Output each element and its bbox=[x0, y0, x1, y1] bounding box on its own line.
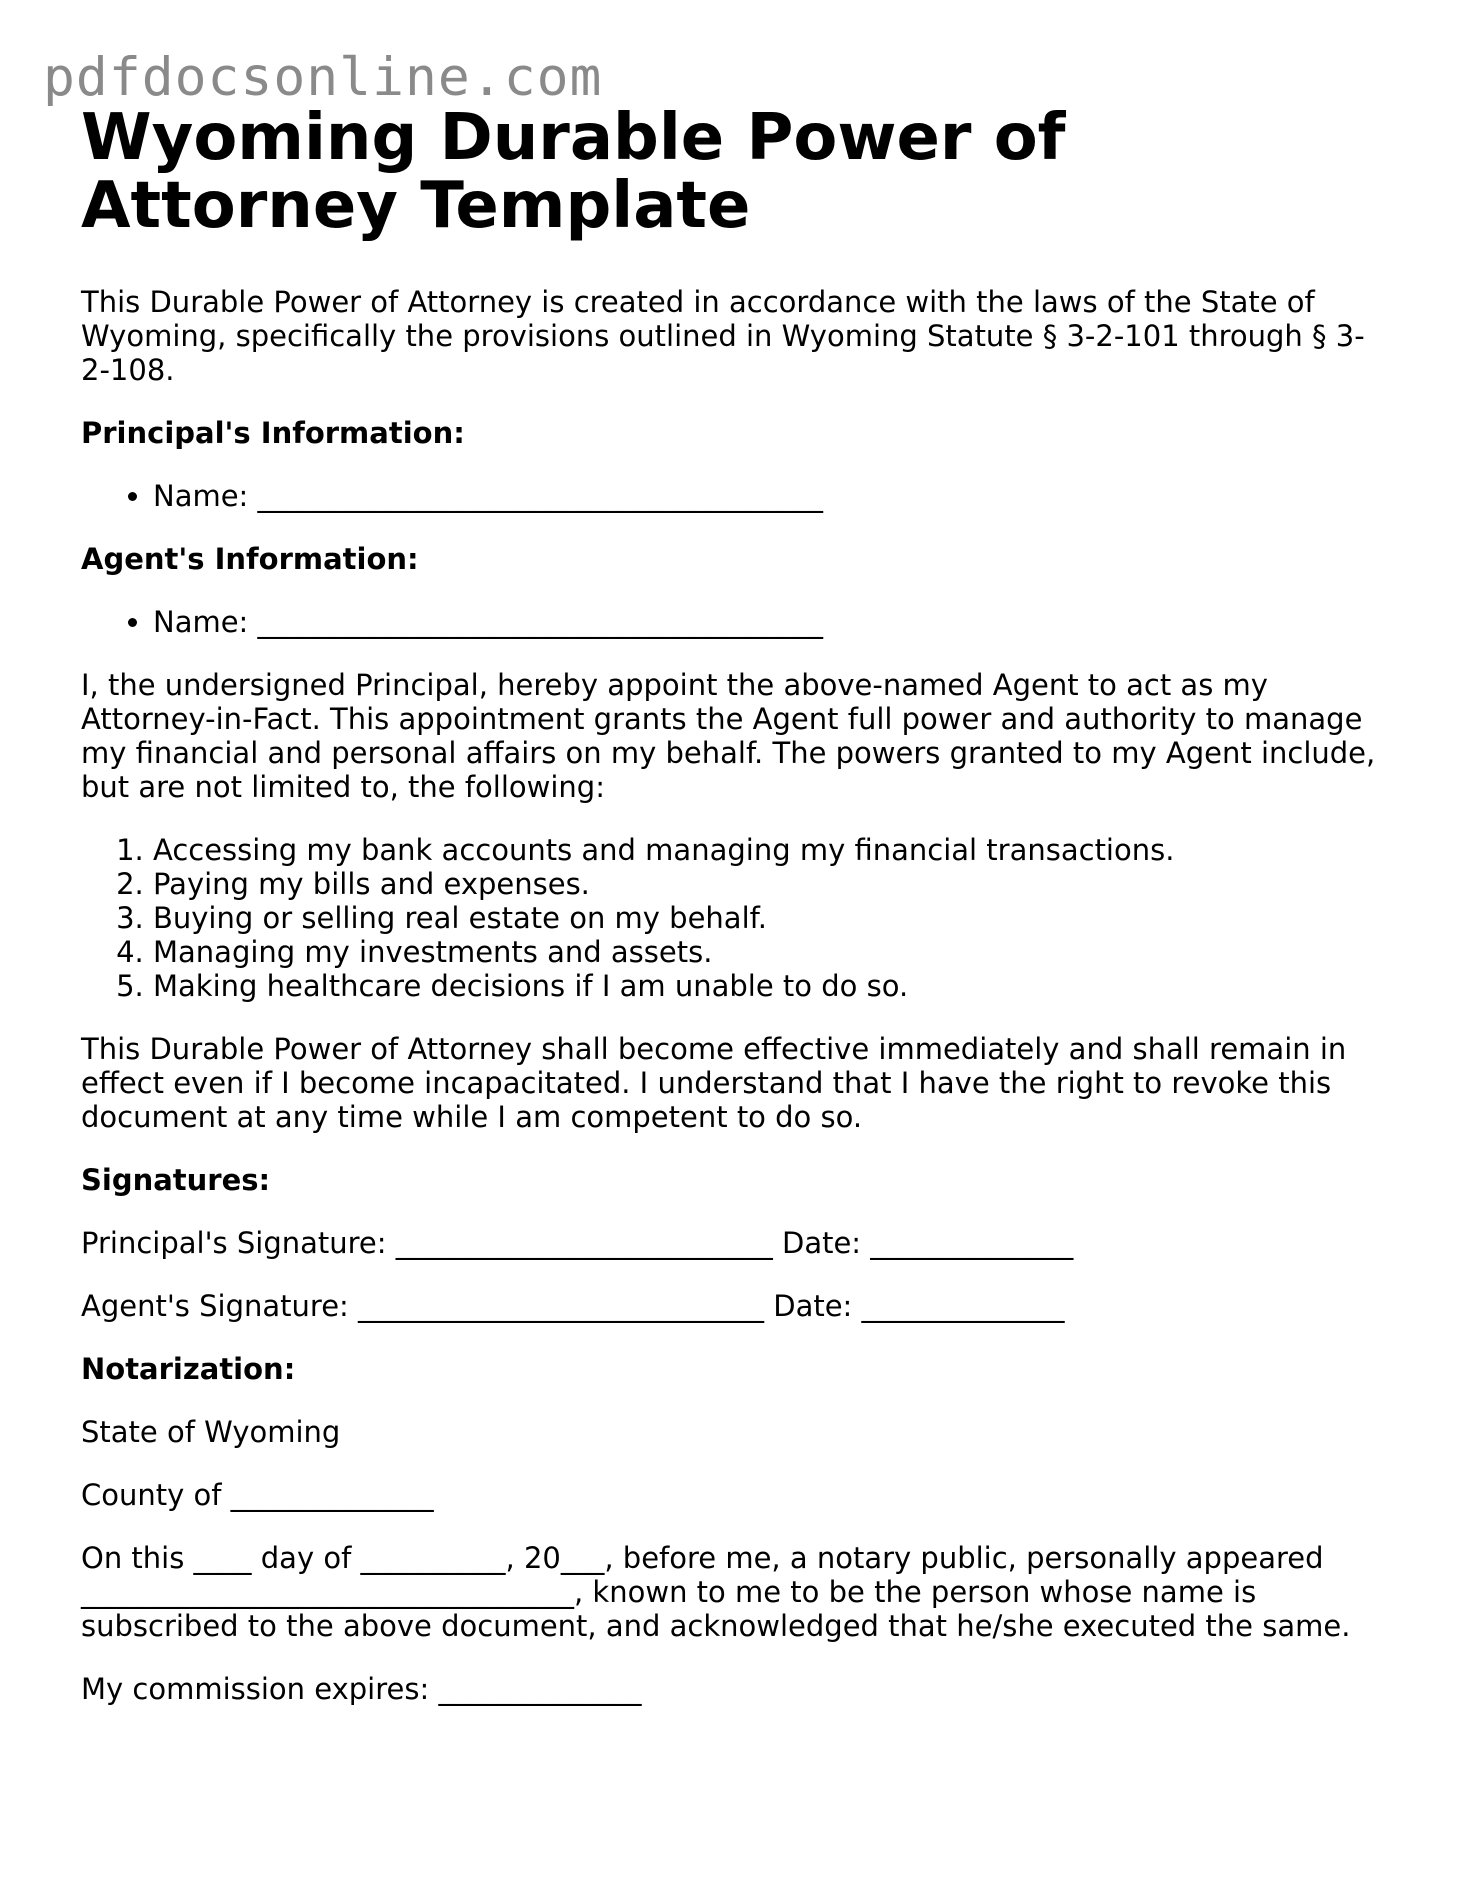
document-title: Wyoming Durable Power of Attorney Template bbox=[81, 101, 1066, 243]
commission-expires-line: My commission expires: ______________ bbox=[81, 1672, 642, 1706]
intro-paragraph: This Durable Power of Attorney is created in accordance with the laws of the State of Wyoming, specifically the provisions outlined in Wyoming Statute § 3-2-101 through § 3-2-108. bbox=[81, 285, 1365, 387]
powers-list bbox=[81, 833, 1391, 1003]
principal-info-heading: Principal's Information: bbox=[81, 416, 465, 450]
power-item: 1. Accessing my bank accounts and managing my financial transactions. bbox=[153, 833, 1391, 867]
power-item: 3. Buying or selling real estate on my behalf. bbox=[153, 901, 1391, 935]
agent-info-heading: Agent's Information: bbox=[81, 542, 419, 576]
document bbox=[81, 101, 1391, 1735]
appointment-paragraph: I, the undersigned Principal, hereby appoint the above-named Agent to act as my Attorney-in-Fact. This appointment grants the Agent full power and authority to manage my financial and personal affairs on my behalf. The powers granted to my Agent include, but are not limited to, the following: bbox=[81, 668, 1376, 804]
agent-info-list bbox=[81, 605, 1391, 639]
effective-paragraph: This Durable Power of Attorney shall become effective immediately and shall remain in effect even if I become incapacitated. I understand that I have the right to revoke this document at any time while I am competent to do so. bbox=[81, 1032, 1347, 1134]
notary-county-line: County of ______________ bbox=[81, 1478, 434, 1512]
agent-signature-line: Agent's Signature: ____________________________ Date: ______________ bbox=[81, 1289, 1065, 1323]
notary-state: State of Wyoming bbox=[81, 1415, 341, 1449]
signatures-heading: Signatures: bbox=[81, 1163, 271, 1197]
watermark: pdfdocsonline.com bbox=[43, 47, 603, 108]
agent-name-field: • Name: _______________________________________ bbox=[153, 605, 1391, 639]
power-item: 2. Paying my bills and expenses. bbox=[153, 867, 1391, 901]
principal-signature-line: Principal's Signature: __________________________ Date: ______________ bbox=[81, 1226, 1074, 1260]
power-item: 4. Managing my investments and assets. bbox=[153, 935, 1391, 969]
power-item: 5. Making healthcare decisions if I am unable to do so. bbox=[153, 969, 1391, 1003]
notary-statement: On this ____ day of __________, 20___, before me, a notary public, personally appeared __________________________________, known to me to be the person whose name is subscribed to the above document, and acknowledged that he/she executed the same. bbox=[81, 1541, 1351, 1643]
notarization-heading: Notarization: bbox=[81, 1352, 296, 1386]
principal-info-list bbox=[81, 479, 1391, 513]
principal-name-field: • Name: _______________________________________ bbox=[153, 479, 1391, 513]
